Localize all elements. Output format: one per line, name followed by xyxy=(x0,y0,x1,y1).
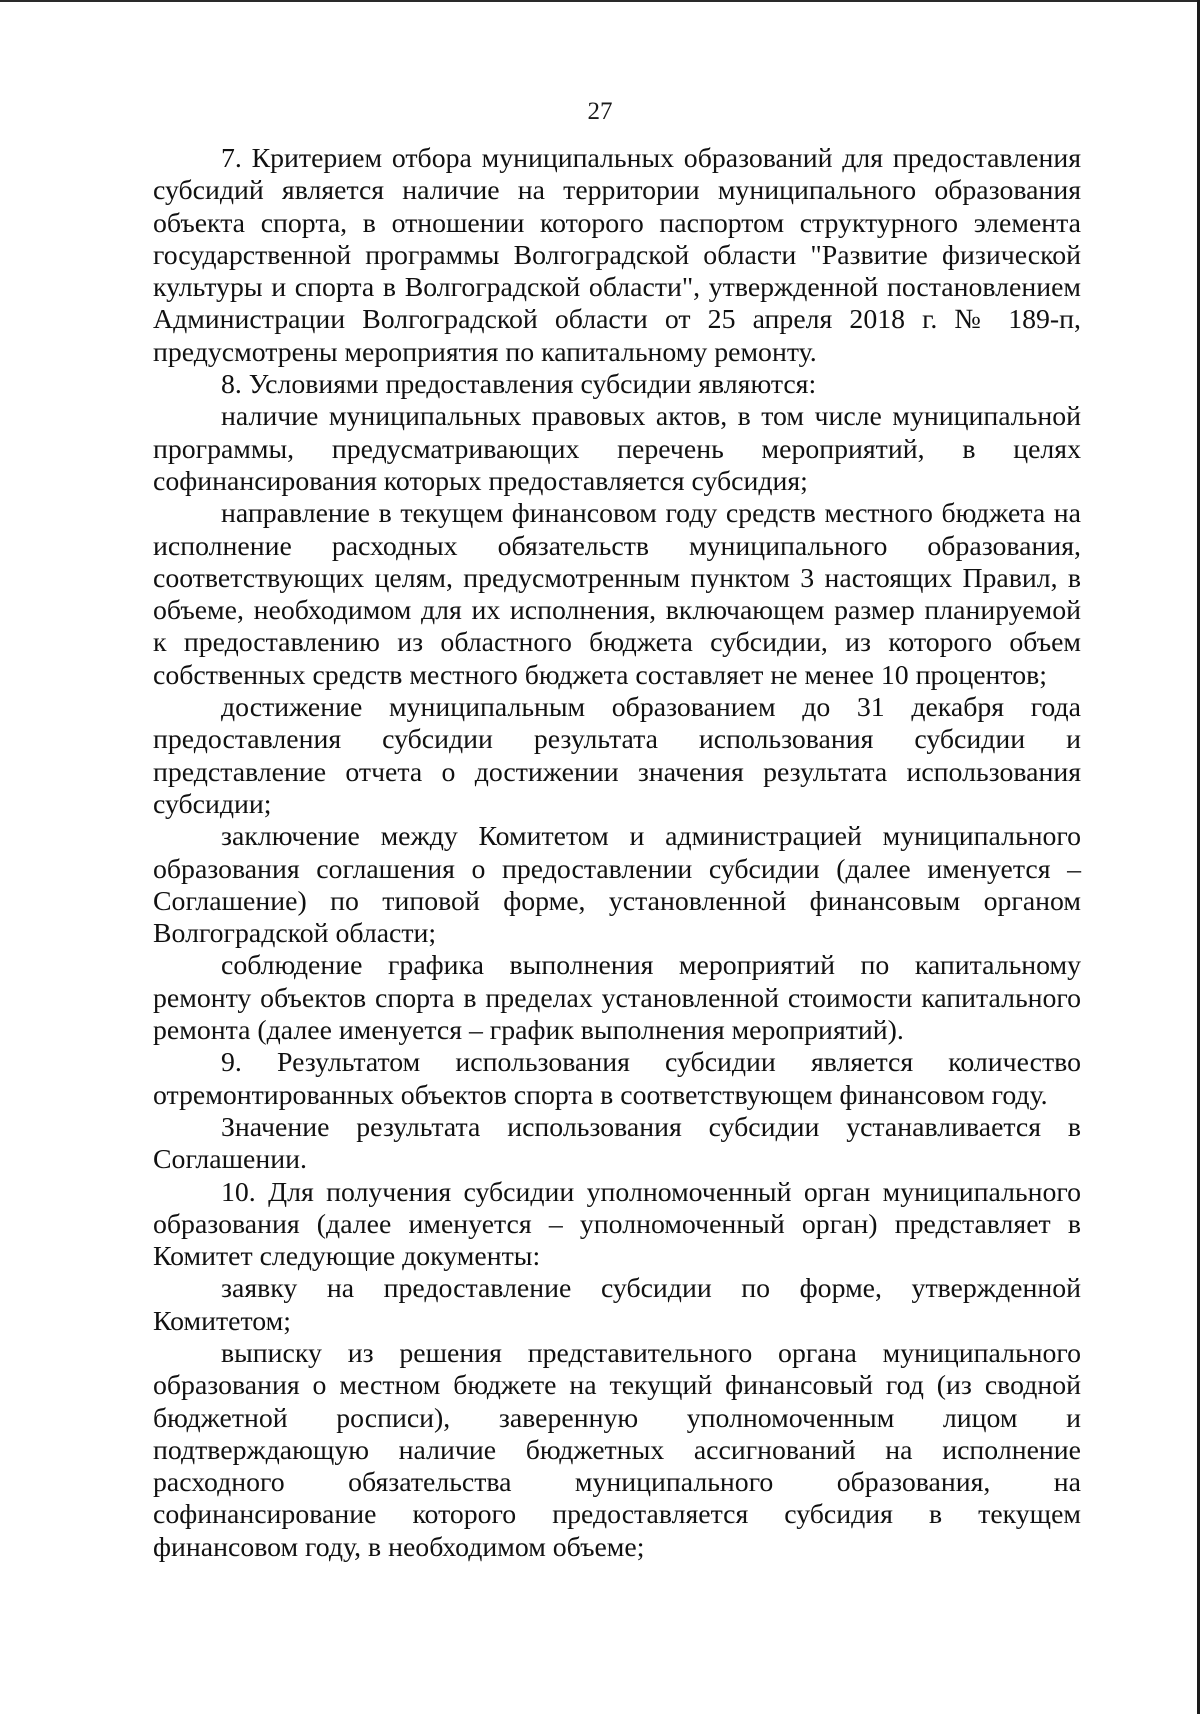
paragraph-condition-local-budget: направление в текущем финансовом году средств местного бюджета на исполнение расходных обязательств муниципального образования, соответствующих целям, предусмотренным пунктом 3 настоящих Правил, в объеме, необходимом для их исполнения, включающем размер планируемой к предоставлению из областного бюджета субсидии, из которого объем собственных средств местного бюджета составляет не менее 10 процентов; xyxy=(153,498,1081,691)
paragraph-condition-agreement: заключение между Комитетом и администрацией муниципального образования соглашения о предоставлении субсидии (далее именуется – Соглашение) по типовой форме, установленной финансовым органом Волгоградской области; xyxy=(153,821,1081,950)
paragraph-8-conditions-heading: 8. Условиями предоставления субсидии являются: xyxy=(221,369,817,401)
page-number: 27 xyxy=(587,98,613,125)
paragraph-document-application: заявку на предоставление субсидии по форме, утвержденной Комитетом; xyxy=(153,1273,1081,1337)
paragraph-result-value: Значение результата использования субсидии устанавливается в Соглашении. xyxy=(153,1111,1081,1176)
document-body xyxy=(153,143,1081,1564)
paragraph-condition-legal-acts: наличие муниципальных правовых актов, в том числе муниципальной программы, предусматривающих перечень мероприятий, в целях софинансирования которых предоставляется субсидия; xyxy=(153,401,1081,497)
paragraph-document-budget-extract: выписку из решения представительного органа муниципального образования о местном бюджете на текущий финансовый год (из сводной бюджетной росписи), заверенную уполномоченным лицом и подтверждающую наличие бюджетных ассигнований на исполнение расходного обязательства муниципального образования, на софинансирование которого предоставляется субсидия в текущем финансовом году, в необходимом объеме; xyxy=(153,1337,1081,1563)
paragraph-condition-result-achievement: достижение муниципальным образованием до 31 декабря года предоставления субсидии результата использования субсидии и представление отчета о достижении значения результата использования субсидии; xyxy=(153,692,1081,820)
paragraph-7-criterion: 7. Критерием отбора муниципальных образований для предоставления субсидий является наличие на территории муниципального образования объекта спорта, в отношении которого паспортом структурного элемента государственной программы Волгоградской области "Развитие физической культуры и спорта в Волгоградской области", утвержденной постановлением Администрации Волгоградской области от 25 апреля 2018 г. № 189-п, предусмотрены мероприятия по капитальному ремонту. xyxy=(153,143,1081,368)
paragraph-9-result: 9. Результатом использования субсидии является количество отремонтированных объектов спорта в соответствующем финансовом году. xyxy=(153,1047,1081,1111)
paragraph-condition-schedule: соблюдение графика выполнения мероприятий по капитальному ремонту объектов спорта в пределах установленной стоимости капитального ремонта (далее именуется – график выполнения мероприятий). xyxy=(153,950,1081,1047)
paragraph-10-documents: 10. Для получения субсидии уполномоченный орган муниципального образования (далее именуется – уполномоченный орган) представляет в Комитет следующие документы: xyxy=(153,1176,1081,1273)
scan-edge-top xyxy=(0,0,1200,2)
